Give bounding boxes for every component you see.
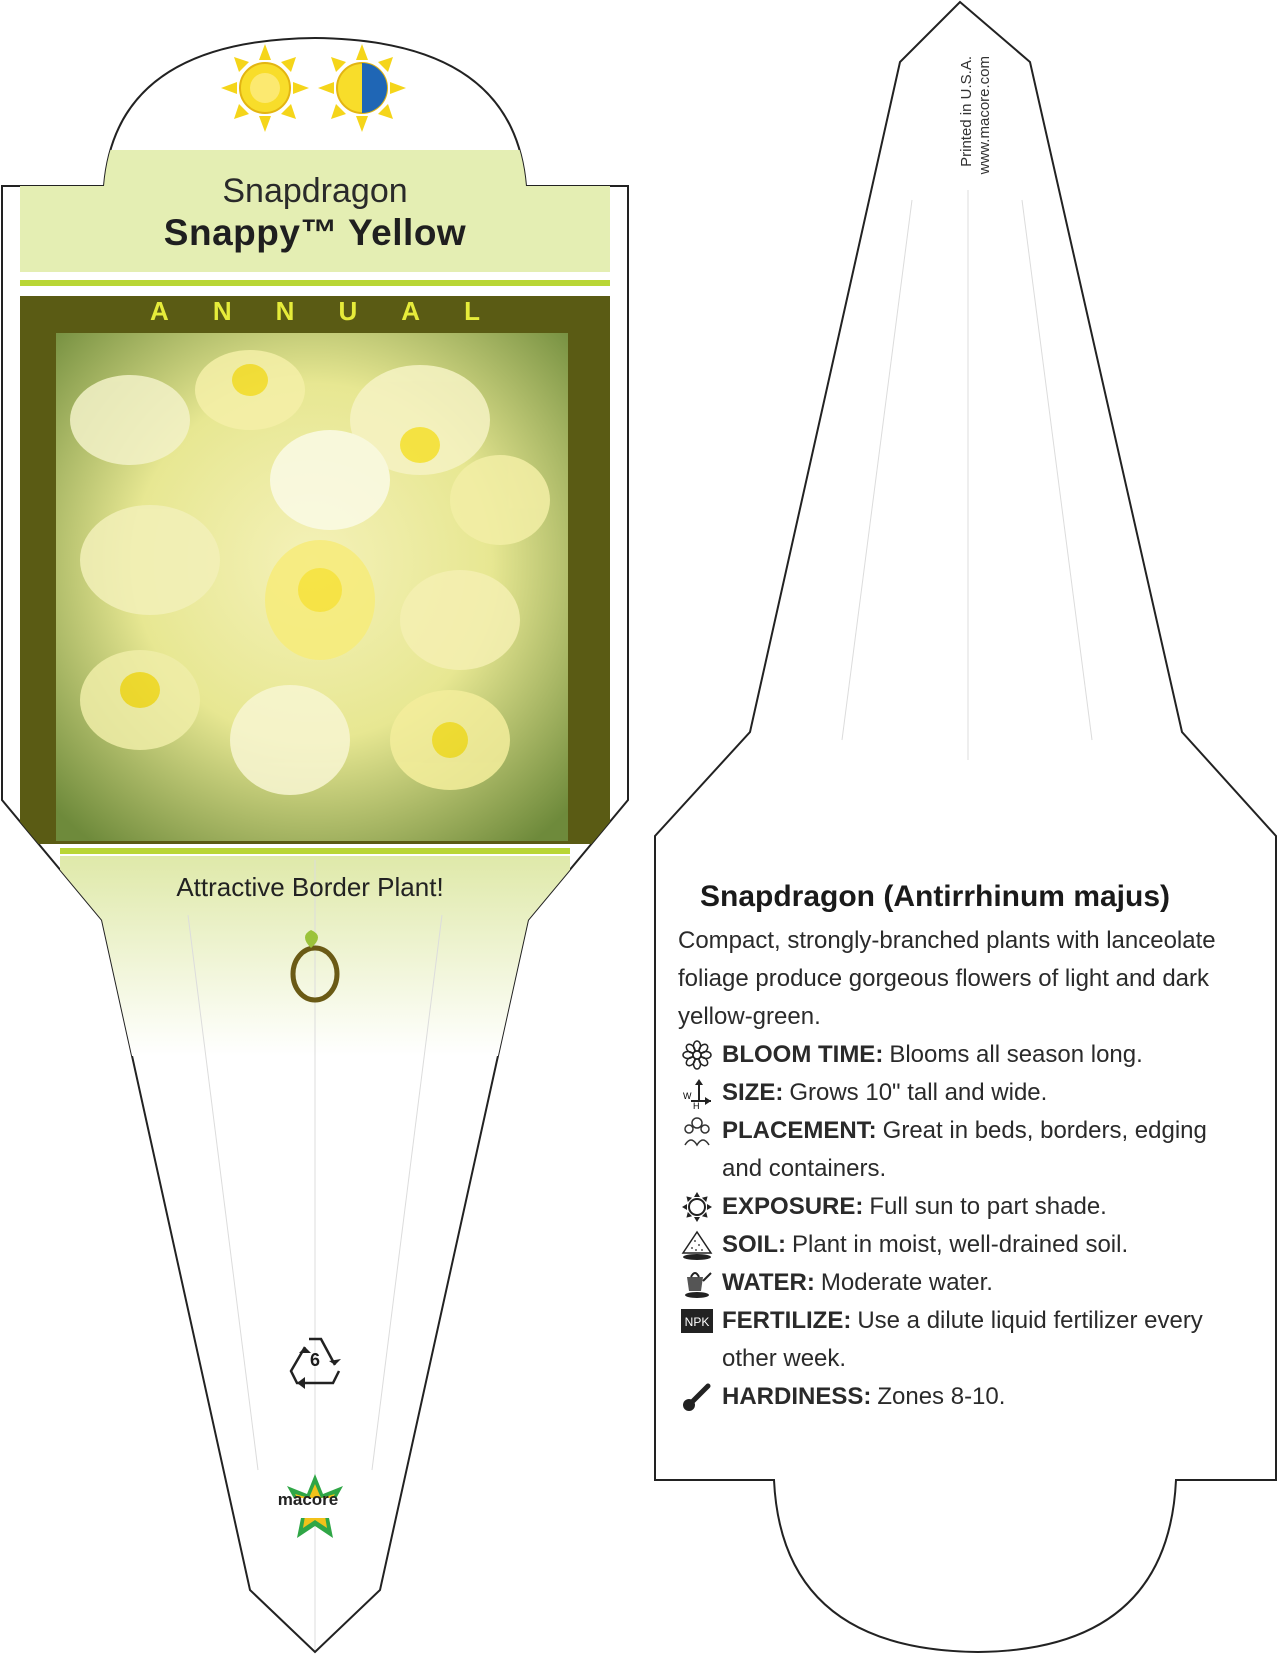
attribute-label: FERTILIZE: bbox=[722, 1307, 852, 1334]
category-letter: A bbox=[150, 296, 169, 326]
npk-icon bbox=[678, 1302, 716, 1340]
watering-can-icon bbox=[678, 1264, 716, 1302]
flower-icon bbox=[678, 1036, 716, 1074]
attribute-list bbox=[678, 1036, 1248, 1416]
attribute-text bbox=[722, 1302, 1248, 1378]
website: www.macore.com bbox=[976, 56, 993, 175]
attribute-text bbox=[722, 1226, 1128, 1264]
front-tag bbox=[2, 38, 628, 1652]
attribute-label: PLACEMENT: bbox=[722, 1117, 877, 1144]
attribute-label: SIZE: bbox=[722, 1079, 784, 1106]
care-description: Compact, strongly-branched plants with lanceolate foliage produce gorgeous flowers of light and dark yellow-green. bbox=[678, 927, 1216, 1030]
care-info bbox=[678, 880, 1248, 1416]
soil-icon bbox=[678, 1226, 716, 1264]
macore-logo-text: macore bbox=[277, 1490, 339, 1509]
attribute-label: EXPOSURE: bbox=[722, 1193, 864, 1220]
size-arrows-icon bbox=[678, 1074, 716, 1112]
attribute-text bbox=[722, 1188, 1107, 1226]
attribute-row bbox=[678, 1378, 1248, 1416]
attribute-text bbox=[722, 1074, 1047, 1112]
attribute-value: Grows 10" tall and wide. bbox=[789, 1079, 1048, 1106]
attribute-label: HARDINESS: bbox=[722, 1383, 872, 1410]
attribute-value: Use a dilute liquid fertilizer every other week. bbox=[722, 1307, 1203, 1372]
common-name: Snapdragon bbox=[222, 172, 408, 210]
plant-photo bbox=[56, 333, 568, 841]
category-letter: U bbox=[338, 296, 358, 326]
attribute-row bbox=[678, 1036, 1248, 1074]
attribute-label: SOIL: bbox=[722, 1231, 786, 1258]
attribute-value: Blooms all season long. bbox=[889, 1041, 1143, 1068]
category-label bbox=[150, 296, 480, 327]
attribute-row bbox=[678, 1188, 1248, 1226]
attribute-value: Plant in moist, well-drained soil. bbox=[792, 1231, 1129, 1258]
attribute-row bbox=[678, 1112, 1248, 1188]
category-letter: N bbox=[212, 296, 232, 326]
tagline: Attractive Border Plant! bbox=[176, 872, 444, 902]
care-heading: Snapdragon (Antirrhinum majus) bbox=[700, 880, 1171, 913]
attribute-value: Moderate water. bbox=[820, 1269, 993, 1296]
attribute-text bbox=[722, 1036, 1143, 1074]
flowers-bed-icon bbox=[678, 1112, 716, 1150]
attribute-label: BLOOM TIME: bbox=[722, 1041, 884, 1068]
attribute-value: Zones 8-10. bbox=[877, 1383, 1006, 1410]
attribute-text bbox=[722, 1378, 1005, 1416]
full-sun-icon bbox=[221, 44, 309, 132]
recycle-code: 6 bbox=[309, 1350, 320, 1370]
attribute-row bbox=[678, 1264, 1248, 1302]
sun-icon bbox=[678, 1188, 716, 1226]
category-letter: L bbox=[464, 296, 480, 326]
attribute-label: WATER: bbox=[722, 1269, 815, 1296]
attribute-text bbox=[722, 1112, 1248, 1188]
footer-rule bbox=[60, 848, 570, 854]
thermometer-icon bbox=[678, 1378, 716, 1416]
svg-text:NPK: NPK bbox=[684, 1315, 710, 1329]
attribute-row bbox=[678, 1074, 1248, 1112]
svg-text:W: W bbox=[683, 1091, 692, 1101]
attribute-row bbox=[678, 1226, 1248, 1264]
attribute-row bbox=[678, 1302, 1248, 1378]
print-note: Printed in U.S.A. bbox=[958, 56, 975, 167]
attribute-text bbox=[722, 1264, 993, 1302]
category-letter: N bbox=[275, 296, 295, 326]
svg-text:H: H bbox=[693, 1101, 700, 1109]
print-info bbox=[956, 56, 993, 216]
header-rule bbox=[20, 280, 610, 286]
part-sun-icon bbox=[318, 44, 406, 132]
variety-name: Snappy™ Yellow bbox=[163, 212, 467, 253]
attribute-value: Great in beds, borders, edging and containers. bbox=[722, 1117, 1207, 1182]
category-letter: A bbox=[401, 296, 421, 326]
attribute-value: Full sun to part shade. bbox=[869, 1193, 1107, 1220]
